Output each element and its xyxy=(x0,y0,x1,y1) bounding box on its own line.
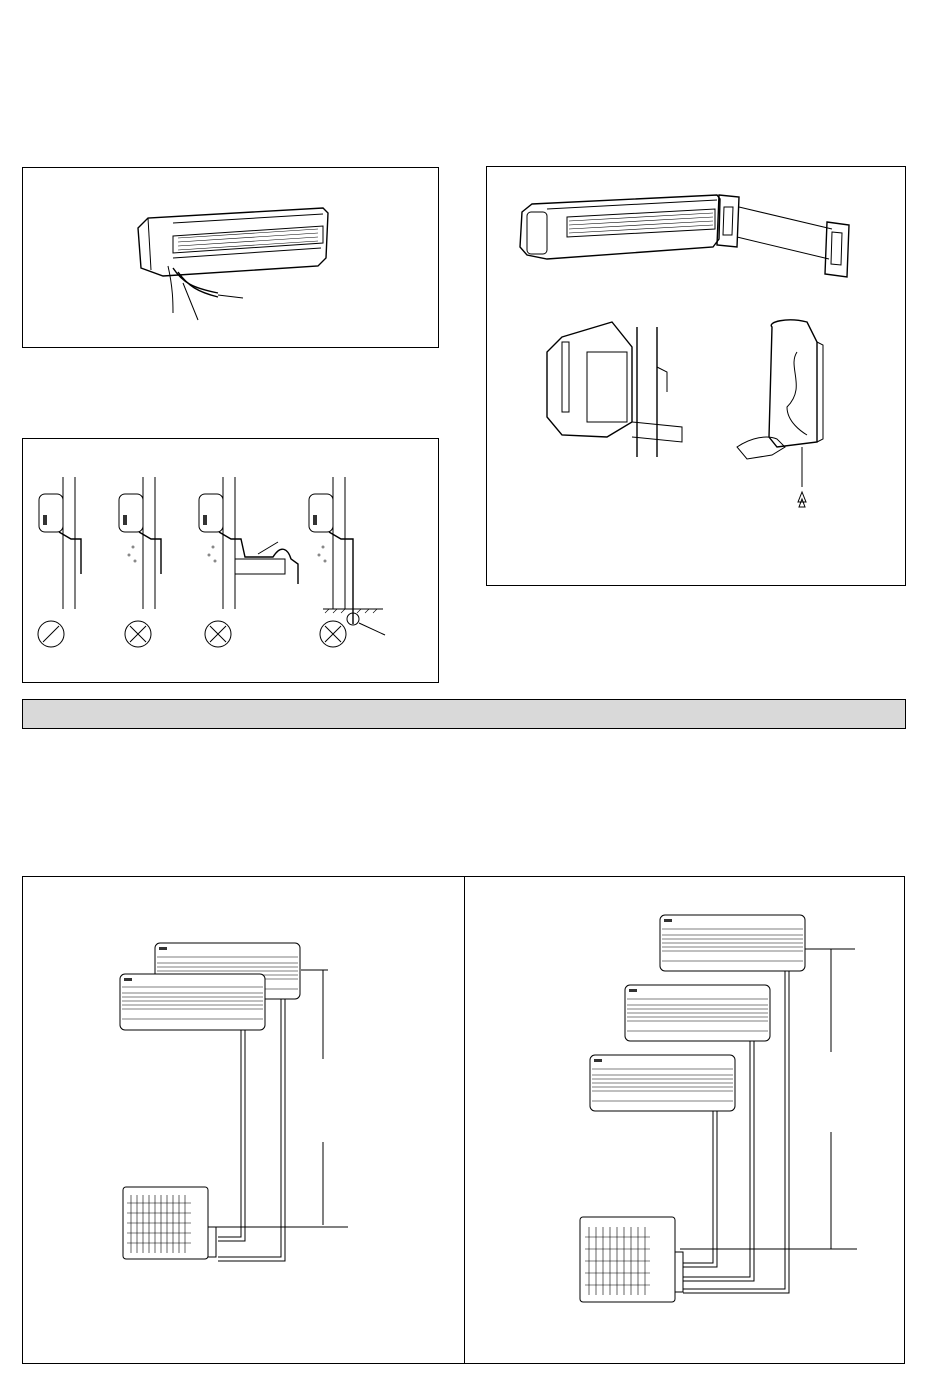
wall-scene-3 xyxy=(199,477,298,609)
drain-routing-illustration xyxy=(23,439,438,682)
dual-split-illustration xyxy=(23,877,464,1363)
mounting-procedure-illustration xyxy=(487,167,905,585)
outdoor-unit xyxy=(580,1217,683,1302)
wrong-routing-icon xyxy=(125,621,151,647)
correct-routing-icon xyxy=(38,621,64,647)
indoor-unit-top xyxy=(660,915,805,971)
figure-drain-hose-routing xyxy=(22,438,439,683)
triple-split-illustration xyxy=(465,877,904,1363)
wrong-routing-icon xyxy=(320,621,346,647)
indoor-unit-lower xyxy=(120,974,265,1030)
section-header-band xyxy=(22,699,906,729)
indoor-unit-middle xyxy=(625,985,770,1041)
figure-triple-split-height xyxy=(464,876,905,1364)
indoor-unit-bottom xyxy=(590,1055,735,1111)
outdoor-unit xyxy=(123,1187,216,1259)
figure-drain-hose-connection xyxy=(22,167,439,348)
indoor-unit-drain-hose-illustration xyxy=(23,168,438,347)
wrong-routing-icon xyxy=(205,621,231,647)
figure-mounting-procedure xyxy=(486,166,906,586)
figure-dual-split-height xyxy=(22,876,465,1364)
wall-scene-1 xyxy=(39,477,81,609)
wall-scene-4 xyxy=(309,477,385,635)
wall-scene-2 xyxy=(119,477,161,609)
